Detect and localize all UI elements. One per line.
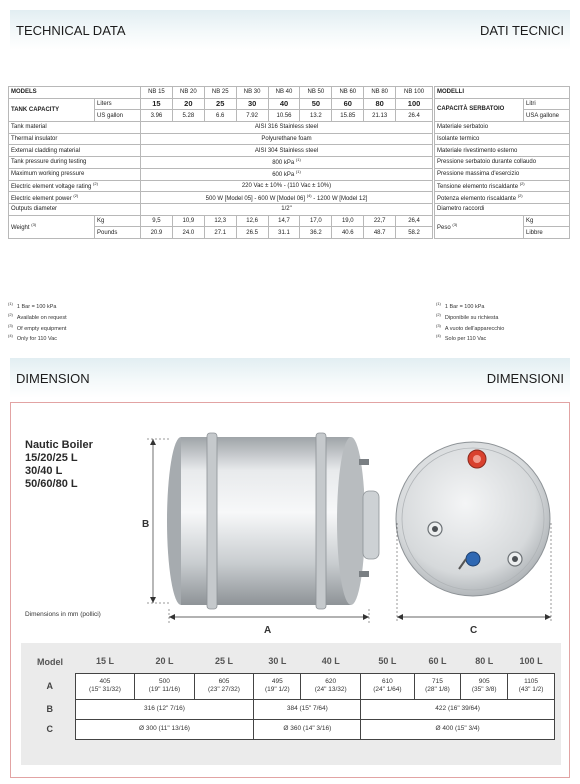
pounds-value: 27.1 [204, 227, 236, 239]
spec-row-label [9, 180, 141, 192]
dimension-panel [10, 402, 570, 778]
liters-value: 30 [236, 98, 268, 110]
inch-value: (43" 1/2) [518, 686, 544, 693]
dim-a-cell [254, 673, 301, 699]
inch-value: (24" 1/64) [373, 686, 402, 693]
dim-a-cell [508, 673, 555, 699]
pounds-value: 26.5 [236, 227, 268, 239]
footnote-ref: (2) [73, 192, 79, 198]
capacity-label-it: CAPACITÀ SERBATOIO [435, 98, 524, 121]
spec-row-label-it: Isolante termico [435, 133, 570, 145]
fitting [359, 571, 369, 577]
dim-a-cell [135, 673, 194, 699]
peso-label [435, 215, 524, 238]
footnotes-en [8, 300, 67, 343]
libbre-label: Libbre [524, 227, 570, 239]
footnote-ref: (3) [31, 221, 37, 227]
technical-data-header [10, 10, 570, 50]
gallon-value: 6.6 [204, 110, 236, 122]
tank-capacity-label: TANK CAPACITY [9, 98, 95, 121]
spec-row-label-it [435, 180, 570, 192]
mm-value: 715 [432, 677, 443, 685]
footnote-ref: (1) [295, 169, 301, 175]
dim-c-cell: Ø 400 (15" 3/4) [361, 719, 555, 739]
header-it: DATI TECNICI [479, 23, 564, 38]
header-it: DIMENSIONI [486, 371, 564, 386]
footnote [436, 300, 504, 311]
mm-value: 1105 [524, 677, 539, 685]
header-en: DIMENSION [16, 371, 90, 386]
model-header: NB 60 [332, 87, 364, 99]
pounds-label: Pounds [95, 227, 141, 239]
kg-value: 19,0 [332, 215, 364, 227]
spec-row-label-it: Materiale serbatoio [435, 122, 570, 134]
spec-row-value [141, 168, 433, 180]
kg-label-it: Kg [524, 215, 570, 227]
footnote-number: (1) [436, 301, 441, 306]
pounds-value: 40.6 [332, 227, 364, 239]
model-header: Model [37, 656, 63, 667]
gallon-value: 5.28 [172, 110, 204, 122]
dim-c-cell: Ø 300 (11" 13/16) [75, 719, 254, 739]
size-header: 40 L [321, 656, 340, 667]
kg-value: 14,7 [268, 215, 300, 227]
label-b: B [142, 519, 150, 530]
model-header: NB 40 [268, 87, 300, 99]
spec-row-label: Outputs diameter [9, 203, 141, 215]
spec-row-label-it: Materiale rivestimento esterno [435, 145, 570, 157]
liters-value: 20 [172, 98, 204, 110]
size-header: 15 L [95, 656, 114, 667]
size-header: 50 L [378, 656, 397, 667]
pounds-value: 58.2 [396, 227, 433, 239]
boiler-drawing [11, 403, 568, 643]
footnote [8, 311, 67, 322]
footnote [8, 322, 67, 333]
footnote-ref: (4) [306, 192, 312, 198]
models-label-it: MODELLI [435, 87, 570, 99]
spec-row-label: Tank pressure during testing [9, 157, 141, 169]
kg-value: 22,7 [364, 215, 396, 227]
mm-value: 495 [271, 677, 283, 685]
inch-value: (28" 1/8) [425, 686, 450, 693]
footnote [8, 300, 67, 311]
spec-row-label: External cladding material [9, 145, 141, 157]
footnote-number: (4) [8, 333, 13, 339]
model-header: NB 30 [236, 87, 268, 99]
kg-value: 12,3 [204, 215, 236, 227]
kg-label: Kg [95, 215, 141, 227]
gallon-value: 3.96 [141, 110, 173, 122]
dim-b-cell: 422 (16" 39/64) [361, 699, 555, 719]
row-label-c: C [46, 723, 53, 734]
gallon-value: 26.4 [396, 110, 433, 122]
label-text: Weight [11, 224, 30, 231]
row-label-a: A [46, 680, 53, 691]
footnote-text: A vuoto dell'apparecchio [444, 325, 505, 332]
liters-value: 15 [141, 98, 173, 110]
boiler-front-view [396, 442, 550, 596]
label-text: Electric element voltage rating [11, 183, 92, 190]
arrow-head [397, 614, 403, 620]
footnote-text: Of empty equipment [16, 325, 67, 332]
liters-label: Liters [95, 98, 141, 110]
fitting [359, 459, 369, 465]
footnote-number: (2) [436, 311, 441, 317]
footnote [436, 322, 504, 333]
footnotes-it [436, 300, 504, 343]
model-header: NB 20 [172, 87, 204, 99]
mm-value: 405 [99, 677, 111, 685]
arrow-head [169, 614, 175, 620]
gallon-value: 21.13 [364, 110, 396, 122]
footnote-number: (3) [436, 322, 441, 328]
port-hole [432, 526, 438, 532]
header-en: TECHNICAL DATA [16, 23, 126, 38]
size-header: 20 L [155, 656, 174, 667]
model-header: NB 15 [141, 87, 173, 99]
inch-value: (15" 31/32) [89, 686, 121, 693]
footnote-text: 1 Bar = 100 kPa [16, 303, 57, 310]
spec-row-label: Tank material [9, 122, 141, 134]
spec-row-value: AISI 316 Stainless steel [141, 122, 433, 134]
value-tail: - 1200 W [Model 12] [311, 195, 368, 202]
dim-a-cell [361, 673, 414, 699]
dim-a-cell [194, 673, 254, 699]
inch-value: (23" 27/32) [208, 686, 240, 693]
label-text: Tensione elemento riscaldante [437, 183, 519, 190]
value-text: 600 kPa [272, 172, 295, 179]
footnote [8, 332, 67, 343]
label-text: Potenza elemento riscaldante [437, 195, 517, 202]
label-a: A [264, 625, 272, 636]
dimension-b [142, 439, 171, 603]
kg-value: 9,5 [141, 215, 173, 227]
footnote-text: 1 Bar = 100 kPa [444, 303, 485, 310]
spec-row-label-it [435, 192, 570, 204]
label-text: Electric element power [11, 195, 72, 202]
title-line: 15/20/25 L [25, 452, 78, 464]
dimension-a [169, 609, 369, 636]
pounds-value: 20.9 [141, 227, 173, 239]
port-hole [512, 556, 518, 562]
boiler-side-view [167, 433, 379, 609]
kg-value: 12,6 [236, 215, 268, 227]
heater-housing [363, 491, 379, 559]
weight-label [9, 215, 95, 238]
spec-row-value: AISI 304 Stainless steel [141, 145, 433, 157]
models-label: MODELS [9, 87, 141, 99]
spec-row-value: Polyurethane foam [141, 133, 433, 145]
dati-tecnici-table [434, 86, 570, 239]
gallon-label: US gallon [95, 110, 141, 122]
kg-value: 10,9 [172, 215, 204, 227]
arrow-head [150, 597, 156, 603]
mm-value: 605 [218, 677, 230, 685]
liters-value: 40 [268, 98, 300, 110]
size-header: 30 L [268, 656, 287, 667]
footnote-text: Solo per 110 Vac [444, 336, 487, 343]
model-header: NB 100 [396, 87, 433, 99]
arrow-head [150, 439, 156, 445]
dim-a-cell [301, 673, 361, 699]
label-c: C [470, 625, 478, 636]
mounting-strap [207, 433, 217, 609]
dim-a-cell [461, 673, 508, 699]
footnote-text: Available on request [16, 314, 67, 321]
knob-highlight [473, 455, 481, 463]
gallon-value: 7.92 [236, 110, 268, 122]
spec-row-label [9, 192, 141, 204]
footnote-number: (4) [436, 333, 441, 339]
value-text: 500 W [Model 05] - 600 W [Model 06] [205, 195, 306, 202]
inch-value: (24" 13/32) [314, 686, 347, 693]
dimension-table [25, 651, 555, 740]
dim-b-cell: 316 (12" 7/16) [75, 699, 254, 719]
liters-value: 80 [364, 98, 396, 110]
spec-row-label-it: Diametro raccordi [435, 203, 570, 215]
liters-value: 60 [332, 98, 364, 110]
title-line: 50/60/80 L [25, 478, 78, 490]
size-header: 60 L [428, 656, 447, 667]
mm-value: 905 [478, 677, 490, 685]
liters-value: 100 [396, 98, 433, 110]
label-text: Peso [437, 224, 451, 231]
footnote-ref: (2) [517, 192, 523, 198]
model-header: NB 80 [364, 87, 396, 99]
mm-value: 610 [381, 677, 393, 685]
title-line: Nautic Boiler [25, 439, 93, 451]
mm-value: 500 [159, 677, 170, 685]
arrow-head [545, 614, 551, 620]
spec-row-label: Maximum working pressure [9, 168, 141, 180]
inch-value: (35" 3/8) [471, 686, 497, 693]
gallon-value: 13.2 [300, 110, 332, 122]
pounds-value: 48.7 [364, 227, 396, 239]
spec-row-label-it: Pressione serbatoio durante collaudo [435, 157, 570, 169]
pounds-value: 31.1 [268, 227, 300, 239]
footnote-ref: (3) [452, 221, 458, 227]
size-header: 80 L [475, 656, 494, 667]
dim-a-cell [414, 673, 461, 699]
spec-row-label-it: Pressione massima d'esercizio [435, 168, 570, 180]
footnote-number: (2) [8, 311, 13, 317]
footnote-text: Diponibile su richiesta [444, 314, 499, 321]
liters-value: 25 [204, 98, 236, 110]
gallon-value: 10.56 [268, 110, 300, 122]
model-header: NB 25 [204, 87, 236, 99]
footnote-ref: (2) [519, 180, 525, 186]
pounds-value: 24.0 [172, 227, 204, 239]
kg-value: 17,0 [300, 215, 332, 227]
footnote [436, 332, 504, 343]
value-text: 800 kPa [272, 160, 295, 167]
gallone-label: USA gallone [524, 110, 570, 122]
dim-c-cell: Ø 360 (14" 3/16) [254, 719, 361, 739]
title-line: 30/40 L [25, 465, 63, 477]
footnote-number: (3) [8, 322, 13, 328]
row-label-b: B [46, 703, 53, 714]
footnote-number: (1) [8, 301, 13, 306]
pounds-value: 36.2 [300, 227, 332, 239]
valve-icon [466, 552, 480, 566]
inch-value: (19" 1/2) [265, 686, 290, 693]
dimension-header [10, 358, 570, 398]
dimensions-note: Dimensions in mm (pollici) [25, 611, 101, 618]
size-header: 25 L [214, 656, 233, 667]
technical-data-table [8, 86, 433, 239]
footnote [436, 311, 504, 322]
mm-value: 620 [325, 677, 337, 685]
kg-value: 26,4 [396, 215, 433, 227]
spec-row-value [141, 157, 433, 169]
footnote-ref: (2) [93, 180, 98, 186]
gallon-value: 15.85 [332, 110, 364, 122]
spec-row-label: Thermal insulator [9, 133, 141, 145]
litri-label: Litri [524, 98, 570, 110]
liters-value: 50 [300, 98, 332, 110]
dim-a-cell [75, 673, 135, 699]
arrow-head [363, 614, 369, 620]
dim-b-cell: 384 (15" 7/64) [254, 699, 361, 719]
footnote-text: Only for 110 Vac [16, 336, 58, 343]
spec-row-value: 220 Vac ± 10% - (110 Vac ± 10%) [141, 180, 433, 192]
spec-row-value [141, 192, 433, 204]
mounting-strap [316, 433, 326, 609]
spec-row-value: 1/2" [141, 203, 433, 215]
size-header: 100 L [519, 656, 543, 667]
model-header: NB 50 [300, 87, 332, 99]
footnote-ref: (1) [295, 157, 301, 163]
inch-value: (19" 11/16) [148, 686, 181, 693]
